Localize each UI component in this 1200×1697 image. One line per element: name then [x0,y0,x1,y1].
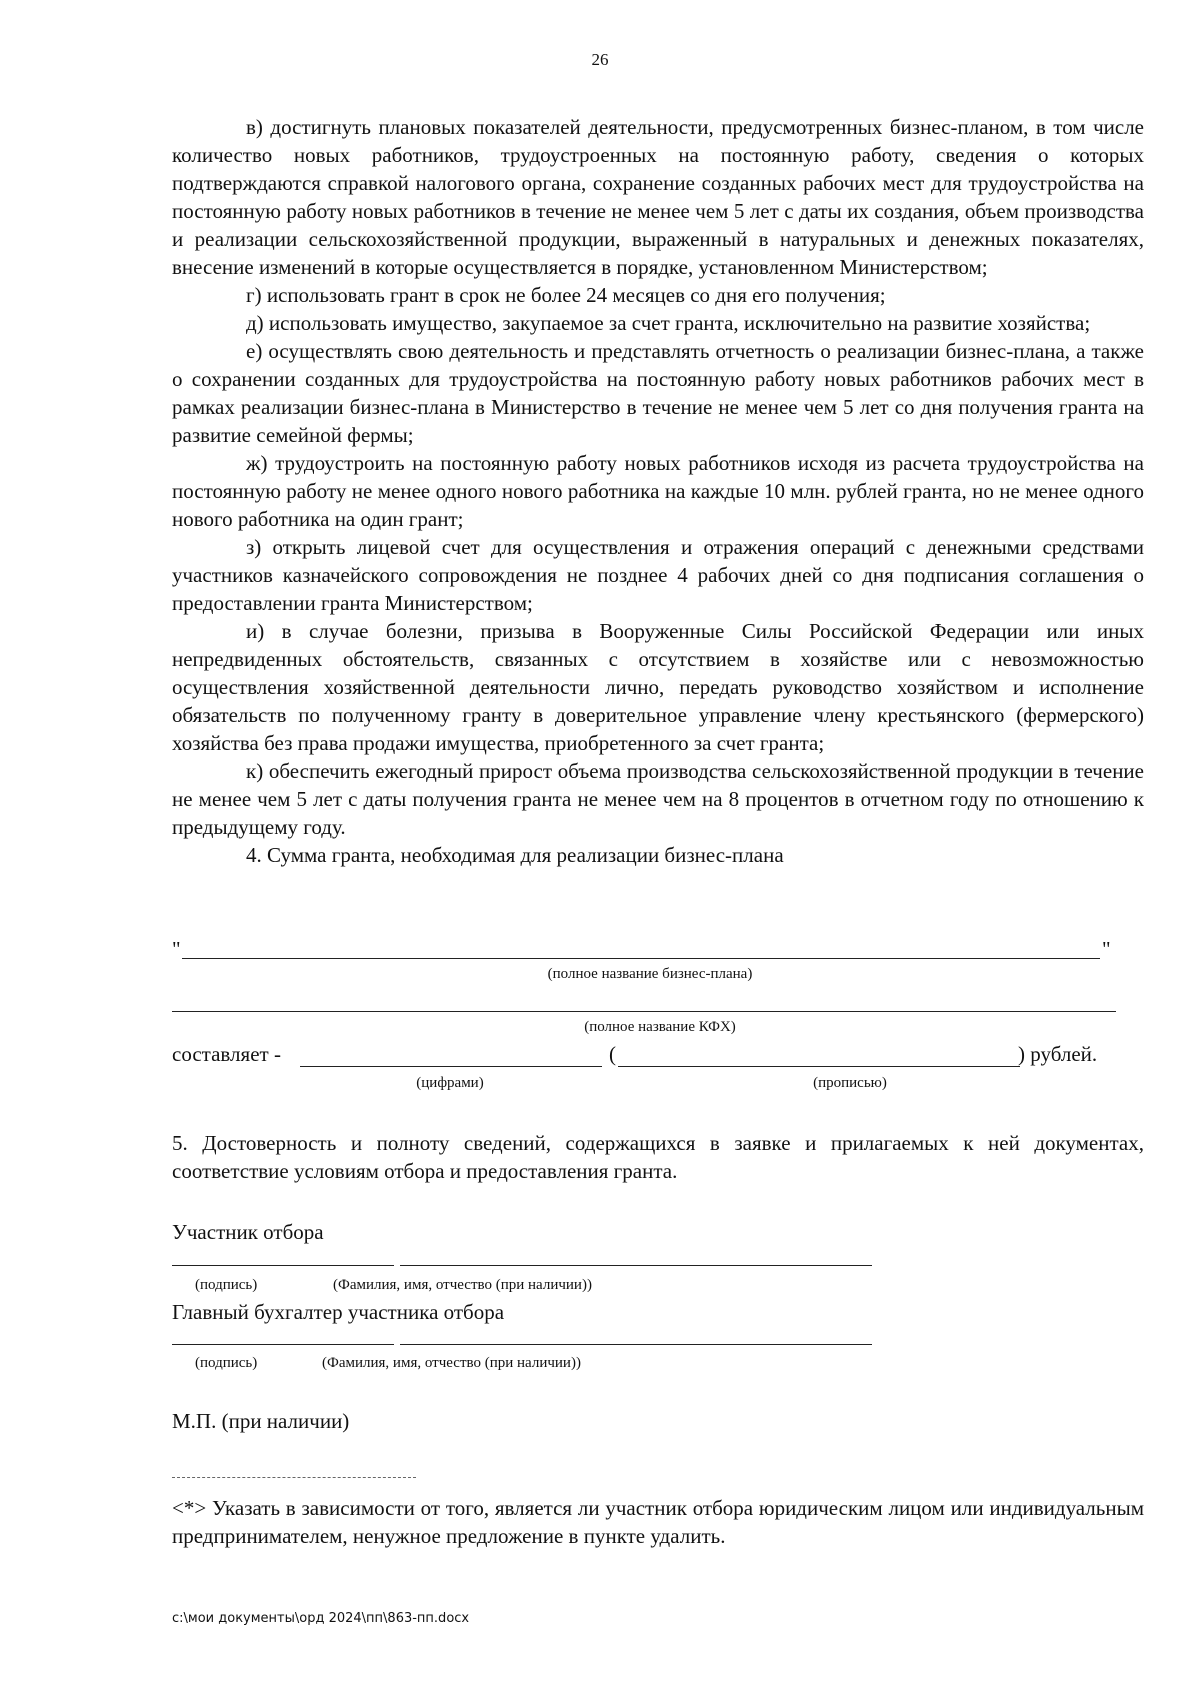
participant-signature-line [172,1265,394,1266]
accountant-name-line [400,1344,872,1345]
paragraph-v: в) достигнуть плановых показателей деятельности, предусмотренных бизнес-планом, в том числе количество новых работников, трудоустроенных на постоянную работу, сведения о которых подтверждаются справкой налогового органа, сохранение созданных рабочих мест для трудоустройства на постоянную работу новых работников в течение не менее чем 5 лет с даты их создания, объем производства и реализации сельскохозяйственной продукции, выраженный в натуральных и денежных показателях, внесение изменений в которые осуществляется в порядке, установленном Министерством; [172,115,1144,279]
kfh-name-line [172,1011,1116,1012]
amount-digits-line [300,1066,602,1067]
caption-plan-name: (полное название бизнес-плана) [547,966,753,982]
footnote-separator [172,1477,416,1478]
amount-prefix: составляет - [172,1042,281,1066]
quote-close: " [1102,937,1111,961]
paragraph-z: з) открыть лицевой счет для осуществления и отражения операций с денежными средствами участников казначейского сопровождения не позднее 4 рабочих дней со дня подписания соглашения о предоставлении гранта Министерством; [172,535,1144,615]
caption-accountant-name: (Фамилия, имя, отчество (при наличии)) [322,1355,581,1371]
paragraph-g: г) использовать грант в срок не более 24 месяцев со дня его получения; [246,283,886,307]
paragraph-k: к) обеспечить ежегодный прирост объема производства сельскохозяйственной продукции в течение не менее чем 5 лет с даты получения гранта не менее чем на 8 процентов в отчетном году по отношению к предыдущему году. [172,759,1144,839]
page-number: 26 [591,50,609,69]
paren-open: ( [609,1042,616,1066]
caption-participant-signature: (подпись) [195,1277,258,1293]
paragraph-e: е) осуществлять свою деятельность и представлять отчетность о реализации бизнес-плана, а также о сохранении созданных для трудоустройства на постоянную работу новых работников рабочих мест в рамках реализации бизнес-плана в Министерство в течение не менее чем 5 лет со дня получения гранта на развитие семейной фермы; [172,339,1144,447]
caption-kfh-name: (полное название КФХ) [584,1019,736,1035]
file-path-footer: с:\мои документы\орд 2024\пп\863-пп.docx [172,1611,470,1626]
quote-open: " [172,937,181,961]
footnote: <*> Указать в зависимости от того, является ли участник отбора юридическим лицом или индивидуальным предпринимателем, ненужное предложение в пункте удалить. [172,1496,1144,1548]
caption-accountant-signature: (подпись) [195,1355,258,1371]
amount-suffix: ) рублей. [1018,1042,1098,1066]
paragraph-4: 4. Сумма гранта, необходимая для реализации бизнес-плана [246,843,784,867]
participant-label: Участник отбора [172,1220,324,1244]
body-text [172,113,1144,869]
stamp-label: М.П. (при наличии) [172,1409,350,1433]
participant-name-line [400,1265,872,1266]
plan-name-line [182,958,1100,959]
caption-words: (прописью) [813,1075,887,1091]
paragraph-zh: ж) трудоустроить на постоянную работу новых работников исходя из расчета трудоустройства на постоянную работу не менее одного нового работника на каждые 10 млн. рублей гранта, но не менее одного нового работника на один грант; [172,451,1144,531]
amount-words-line [618,1066,1020,1067]
paragraph-i: и) в случае болезни, призыва в Вооруженные Силы Российской Федерации или иных непредвиденных обстоятельств, связанных с отсутствием в хозяйстве или с невозможностью осуществления хозяйственной деятельности лично, передать руководство хозяйством и исполнение обязательств по полученному гранту в доверительное управление члену крестьянского (фермерского) хозяйства без права продажи имущества, приобретенного за счет гранта; [172,619,1144,755]
accountant-signature-line [172,1344,394,1345]
caption-digits: (цифрами) [416,1075,484,1091]
caption-participant-name: (Фамилия, имя, отчество (при наличии)) [333,1277,592,1293]
accountant-label: Главный бухгалтер участника отбора [172,1300,505,1324]
paragraph-5: 5. Достоверность и полноту сведений, содержащихся в заявке и прилагаемых к ней документах, соответствие условиям отбора и предоставления гранта. [172,1131,1144,1183]
paragraph-d: д) использовать имущество, закупаемое за счет гранта, исключительно на развитие хозяйства; [246,311,1091,335]
